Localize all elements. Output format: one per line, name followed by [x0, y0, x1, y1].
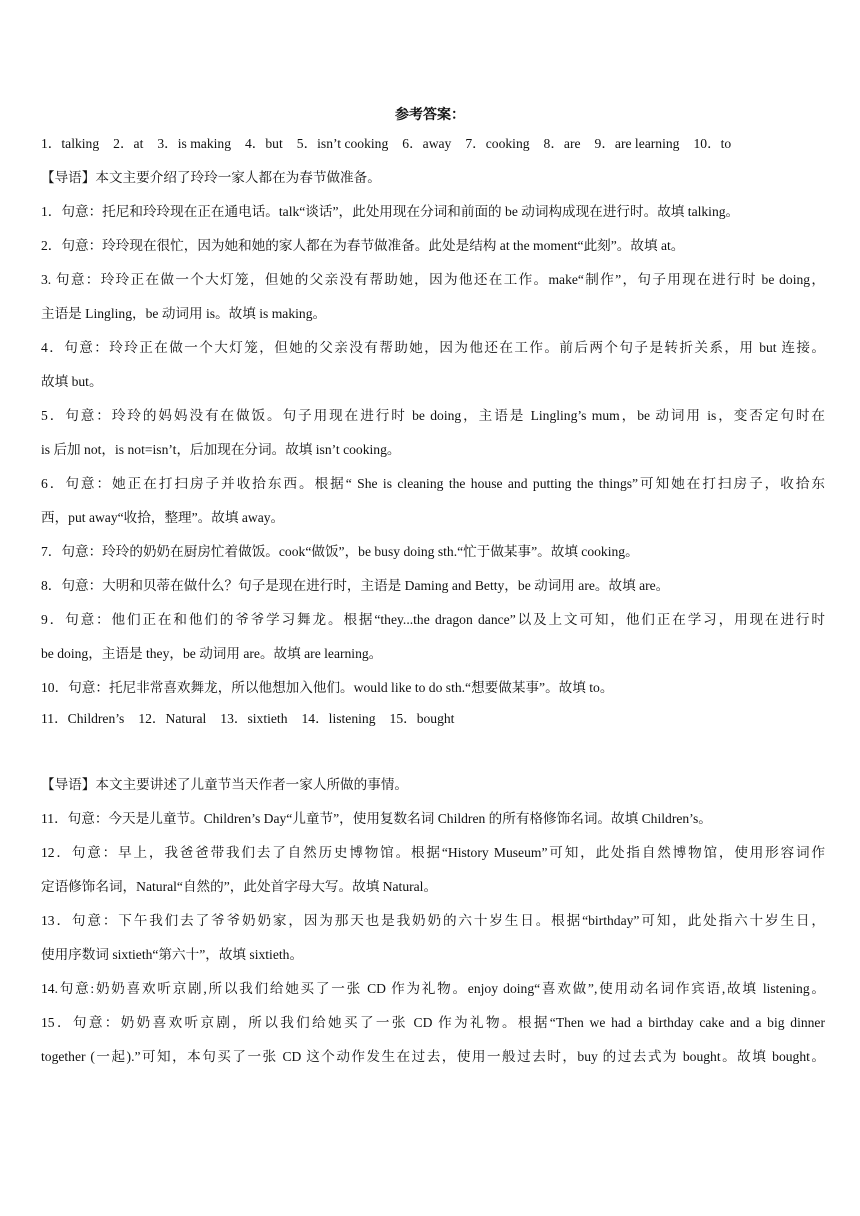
explanation-line: 13．句意：下午我们去了爷爷奶奶家，因为那天也是我奶奶的六十岁生日。根据“birthday”可知，此处指六十岁生日， — [41, 913, 825, 928]
answer-item: 10．to — [693, 136, 732, 151]
explanation-line: 9．句意：他们正在和他们的爷爷学习舞龙。根据“they...the dragon dance”以及上文可知，他们正在学习，用现在进行时 — [41, 612, 825, 627]
answer-item: 5．isn’t cooking — [296, 136, 389, 151]
explanation-line: 8．句意：大明和贝蒂在做什么？句子是现在进行时，主语是 Daming and Betty，be 动词用 are。故填 are。 — [41, 578, 670, 593]
answer-item: 15．bought — [389, 711, 455, 726]
answer-item: 3．is making — [157, 136, 231, 151]
explanation-line: 2．句意：玲玲现在很忙，因为她和她的家人都在为春节做准备。此处是结构 at the moment“此刻”。故填 at。 — [41, 238, 685, 253]
explanation-line: 4．句意：玲玲正在做一个大灯笼，但她的父亲没有帮助她，因为他还在工作。前后两个句子是转折关系，用 but 连接。 — [41, 340, 825, 355]
explanation-line: be doing，主语是 they，be 动词用 are。故填 are learning。 — [41, 646, 383, 661]
explanation-line: 3. 句意：玲玲正在做一个大灯笼，但她的父亲没有帮助她，因为他还在工作。make“制作”，句子用现在进行时 be doing， — [41, 272, 825, 287]
answer-key-1-10 — [41, 134, 825, 154]
answer-item: 4．but — [245, 136, 283, 151]
explanation-line: 故填 but。 — [41, 374, 103, 389]
explanation-line: 西，put away“收拾，整理”。故填 away。 — [41, 510, 285, 525]
intro-line: 【导语】本文主要讲述了儿童节当天作者一家人所做的事情。 — [41, 777, 409, 792]
explanation-line: 5．句意：玲玲的妈妈没有在做饭。句子用现在进行时 be doing，主语是 Lingling’s mum，be 动词用 is，变否定句时在 — [41, 408, 825, 423]
explanation-line: 1．句意：托尼和玲玲现在正在通电话。talk“谈话”，此处用现在分词和前面的 be 动词构成现在进行时。故填 talking。 — [41, 204, 740, 219]
answer-item: 12．Natural — [138, 711, 207, 726]
answer-item: 11．Children’s — [41, 711, 125, 726]
explanation-line: 15．句意：奶奶喜欢听京剧，所以我们给她买了一张 CD 作为礼物。根据“Then we had a birthday cake and a big dinner — [41, 1015, 825, 1030]
page-title: 参考答案： — [395, 108, 465, 123]
explanation-line: 7．句意：玲玲的奶奶在厨房忙着做饭。cook“做饭”，be busy doing sth.“忙于做某事”。故填 cooking。 — [41, 544, 639, 559]
answer-item: 2．at — [113, 136, 144, 151]
answer-item: 14．listening — [301, 711, 376, 726]
answer-item: 8．are — [543, 136, 581, 151]
explanation-line: together (一起).”可知，本句买了一张 CD 这个动作发生在过去，使用一般过去时，buy 的过去式为 bought。故填 bought。 — [41, 1049, 825, 1064]
answer-item: 9．are learning — [594, 136, 680, 151]
explanation-line: 6．句意：她正在打扫房子并收拾东西。根据“ She is cleaning the house and putting the things”可知她在打扫房子，收拾东 — [41, 476, 825, 491]
explanation-line: 使用序数词 sixtieth“第六十”，故填 sixtieth。 — [41, 947, 304, 962]
explanation-line: 12．句意：早上，我爸爸带我们去了自然历史博物馆。根据“History Museum”可知，此处指自然博物馆，使用形容词作 — [41, 845, 825, 860]
explanation-line: 14.句意:奶奶喜欢听京剧,所以我们给她买了一张 CD 作为礼物。enjoy doing“喜欢做”,使用动名词作宾语,故填 listening。 — [41, 981, 825, 996]
explanation-line: 主语是 Lingling，be 动词用 is。故填 is making。 — [41, 306, 327, 321]
explanation-line: 10．句意：托尼非常喜欢舞龙，所以他想加入他们。would like to do sth.“想要做某事”。故填 to。 — [41, 680, 614, 695]
answer-key-11-15 — [41, 709, 825, 729]
answer-item: 13．sixtieth — [220, 711, 288, 726]
answer-item: 7．cooking — [465, 136, 530, 151]
answer-item: 6．away — [402, 136, 452, 151]
explanation-line: 11．句意：今天是儿童节。Children’s Day“儿童节”，使用复数名词 Children 的所有格修饰名词。故填 Children’s。 — [41, 811, 712, 826]
answer-item: 1．talking — [41, 136, 100, 151]
explanation-line: 定语修饰名词，Natural“自然的”，此处首字母大写。故填 Natural。 — [41, 879, 438, 894]
intro-line: 【导语】本文主要介绍了玲玲一家人都在为春节做准备。 — [41, 170, 381, 185]
explanation-line: is 后加 not，is not=isn’t，后加现在分词。故填 isn’t cooking。 — [41, 442, 401, 457]
